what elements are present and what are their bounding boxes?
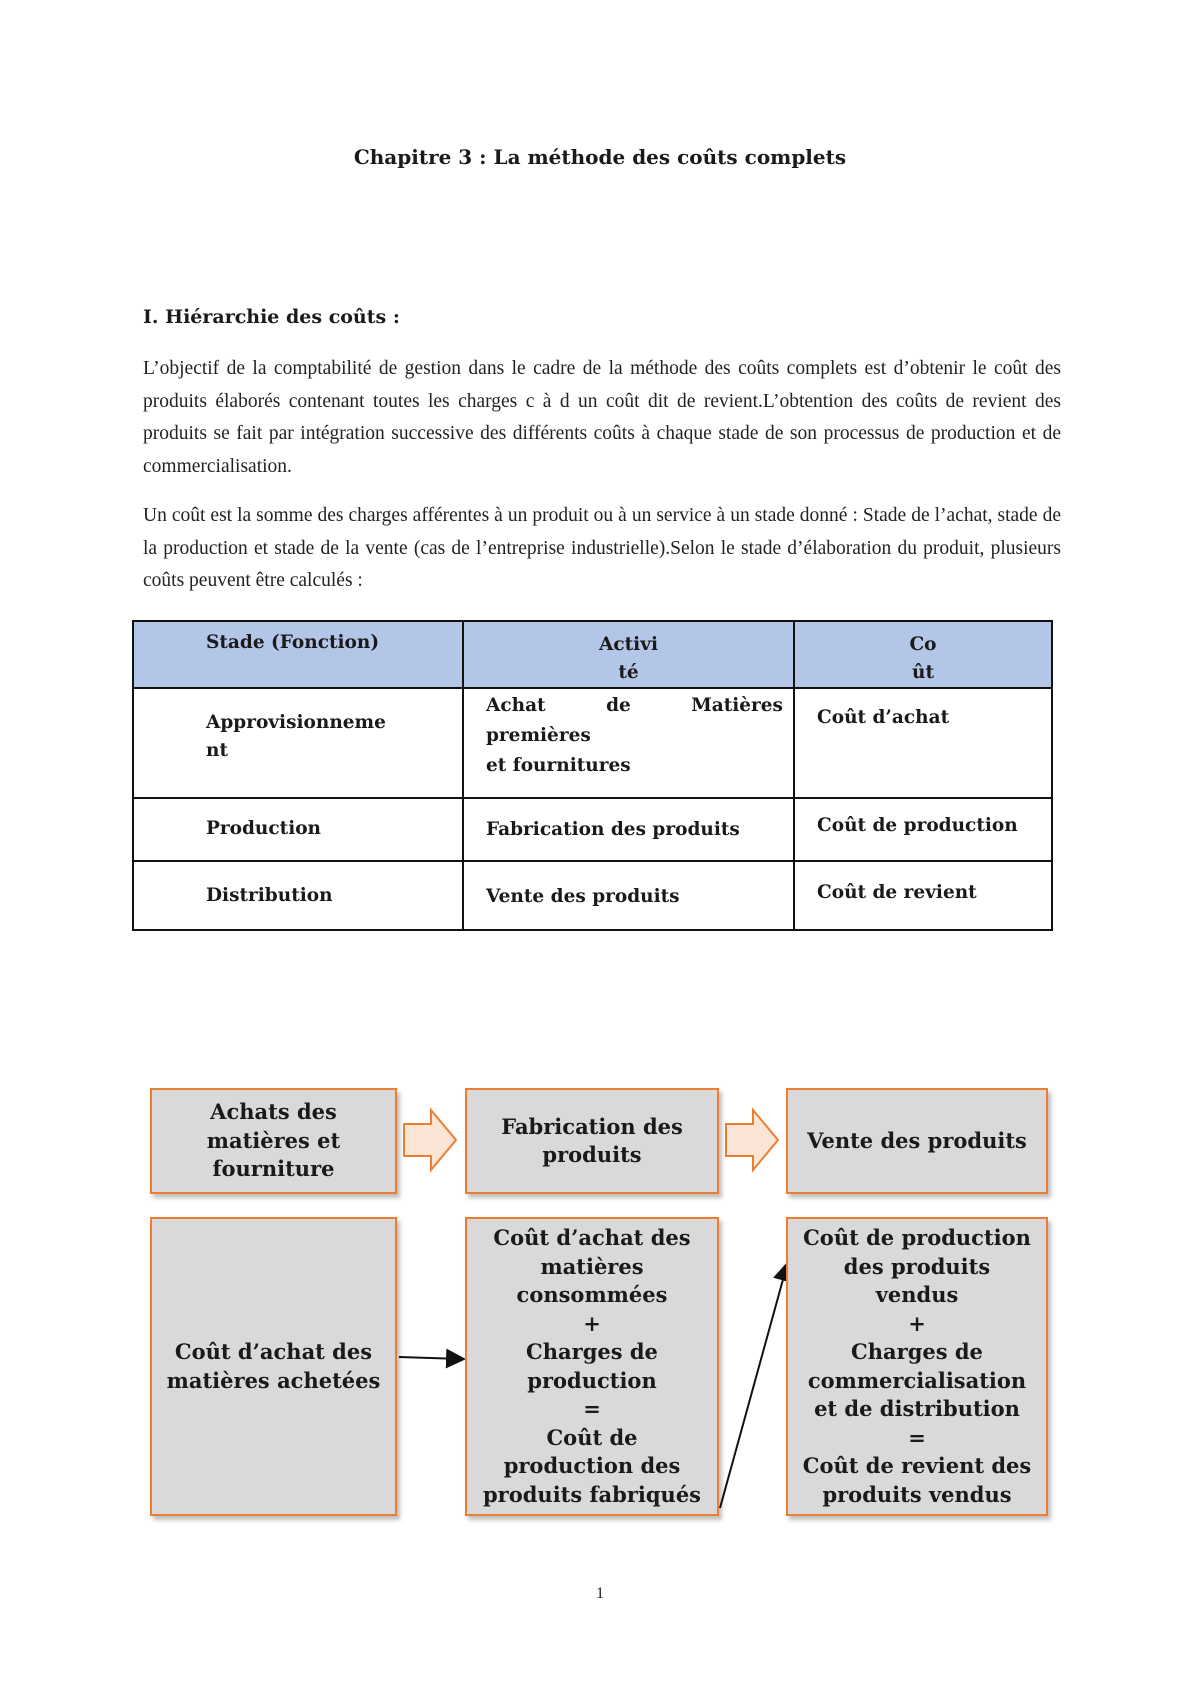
- connector-arrow-purchase-icon: [399, 1357, 462, 1359]
- paragraph-objective: L’objectif de la comptabilité de gestion dans le cadre de la méthode des coûts complets est d’obtenir le coût des produits élaborés contenant toutes les charges c à d un coût dit de revient.L’obtention des coûts de revient des produits se fait par intégration successive des différents coûts à chaque stade de son processus de production et de commercialisation.: [143, 358, 1061, 477]
- paragraph-cost-definition: Un coût est la somme des charges afférentes à un produit ou à un service à un stade donné : Stade de l’achat, stade de la production et stade de la vente (cas de l’entreprise industrielle).Selon le stade d’élaboration du produit, plusieurs coûts peuvent être calculés :: [143, 505, 1061, 591]
- cell-activity: Fabrication des produits: [463, 798, 794, 861]
- header-stage: Stade (Fonction): [133, 621, 463, 688]
- cell-cost: Coût d’achat: [794, 688, 1052, 798]
- box-purchases: Achats des matières et fourniture: [150, 1088, 397, 1194]
- cell-activity: Achat de Matières premières et fournitures: [463, 688, 794, 798]
- section-heading: I. Hiérarchie des coûts :: [143, 306, 400, 328]
- page-title: Chapitre 3 : La méthode des coûts complets: [353, 145, 847, 169]
- box-sales: Vente des produits: [786, 1088, 1048, 1194]
- connector-arrow-production-icon: [720, 1265, 787, 1508]
- page-number: 1: [596, 1585, 604, 1602]
- cell-cost: Coût de revient: [794, 861, 1052, 930]
- box-production-cost: Coût d’achat des matières consommées + Charges de production = Coût de production des produits fabriqués: [465, 1217, 719, 1516]
- box-purchase-cost: Coût d’achat des matières achetées: [150, 1217, 397, 1516]
- header-activity: Activi té: [463, 621, 794, 688]
- cell-stage: Approvisionneme nt: [133, 688, 463, 798]
- flow-arrow-1-icon: [404, 1110, 456, 1170]
- cell-activity: Vente des produits: [463, 861, 794, 930]
- header-cost: Co ût: [794, 621, 1052, 688]
- cell-stage: Production: [133, 798, 463, 861]
- box-manufacturing: Fabrication des produits: [465, 1088, 719, 1194]
- flow-arrow-2-icon: [726, 1110, 778, 1170]
- cell-cost: Coût de production: [794, 798, 1052, 861]
- box-cost-price: Coût de production des produits vendus + Charges de commercialisation et de distribution = Coût de revient des produits vendus: [786, 1217, 1048, 1516]
- cell-stage: Distribution: [133, 861, 463, 930]
